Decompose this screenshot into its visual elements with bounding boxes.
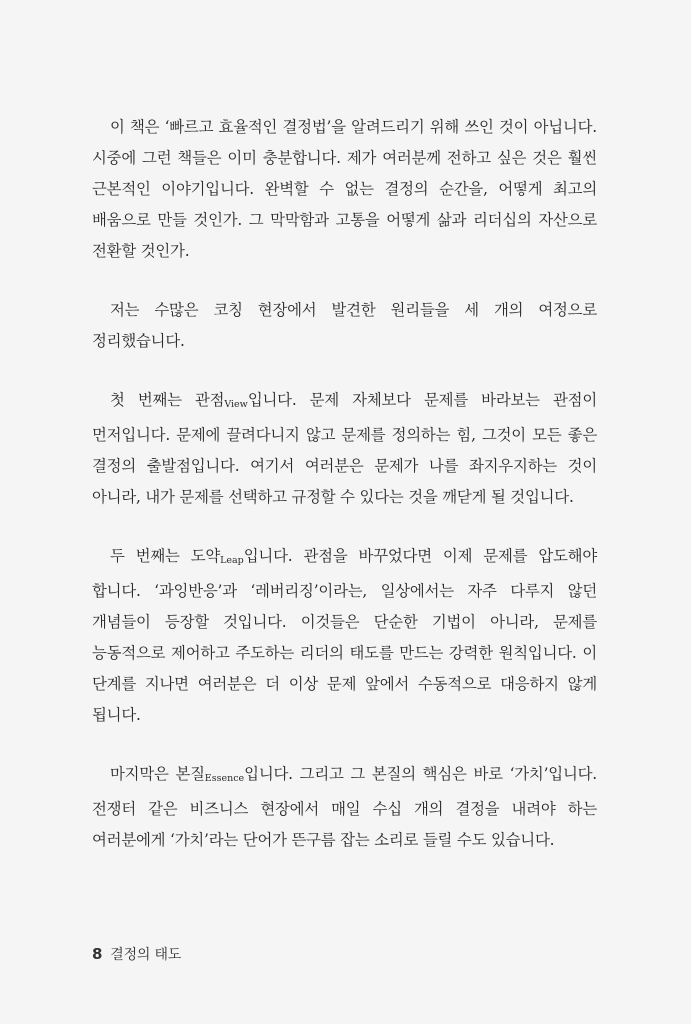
paragraph-text: 입니다. 그리고 그 본질의 핵심은 바로 ‘가치’입니다. 전쟁터 같은 비즈니스 현장에서 매일 수십 개의 결정을 내려야 하는 여러분에게 ‘가치’라는 단어가 뜬구름 잡는 소리로 들릴 수도 있습니다.: [92, 765, 597, 849]
subscript-term: View: [224, 399, 248, 410]
paragraph-1: [92, 112, 597, 267]
paragraph-3: [92, 385, 597, 513]
paragraph-text: 마지막은 본질: [110, 765, 205, 783]
paragraph-text: 입니다. 문제 자체보다 문제를 바라보는 관점이 먼저입니다. 문제에 끌려다니지 않고 문제를 정의하는 힘, 그것이 모든 좋은 결정의 출발점입니다. 여기서 여러분은 문제가 나를 좌지우지하는 것이 아니라, 내가 문제를 선택하고 규정할 수 있다는 것을 깨닫게 될 것입니다.: [92, 391, 597, 506]
paragraph-2: [92, 295, 597, 357]
page-footer: [92, 944, 181, 964]
page-number: 8: [92, 945, 103, 963]
paragraph-text: 입니다. 관점을 바꾸었다면 이제 문제를 압도해야 합니다. ‘과잉반응’과 ‘레버리징’이라는, 일상에서는 자주 다루지 않던 개념들이 등장할 것입니다. 이것들은 단순한 기법이 아니라, 문제를 능동적으로 제어하고 주도하는 리더의 태도를 만드는 강력한 원칙입니다. 이 단계를 지나면 여러분은 더 이상 문제 앞에서 수동적으로 대응하지 않게 됩니다.: [92, 547, 597, 724]
page-body: [92, 112, 597, 884]
paragraph-text: 이 책은 ‘빠르고 효율적인 결정법’을 알려드리기 위해 쓰인 것이 아닙니다. 시중에 그런 책들은 이미 충분합니다. 제가 여러분께 전하고 싶은 것은 훨씬 근본적인 이야기입니다. 완벽할 수 없는 결정의 순간을, 어떻게 최고의 배움으로 만들 것인가. 그 막막함과 고통을 어떻게 삶과 리더십의 자산으로 전환할 것인가.: [92, 118, 597, 260]
subscript-term: Leap: [220, 555, 244, 566]
paragraph-text: 첫 번째는 관점: [110, 391, 225, 409]
paragraph-text: 저는 수많은 코칭 현장에서 발견한 원리들을 세 개의 여정으로 정리했습니다.: [92, 301, 597, 350]
paragraph-5: [92, 759, 597, 856]
paragraph-text: 두 번째는 도약: [110, 547, 221, 565]
subscript-term: Essence: [204, 773, 245, 784]
book-title: 결정의 태도: [110, 947, 182, 963]
paragraph-4: [92, 541, 597, 731]
